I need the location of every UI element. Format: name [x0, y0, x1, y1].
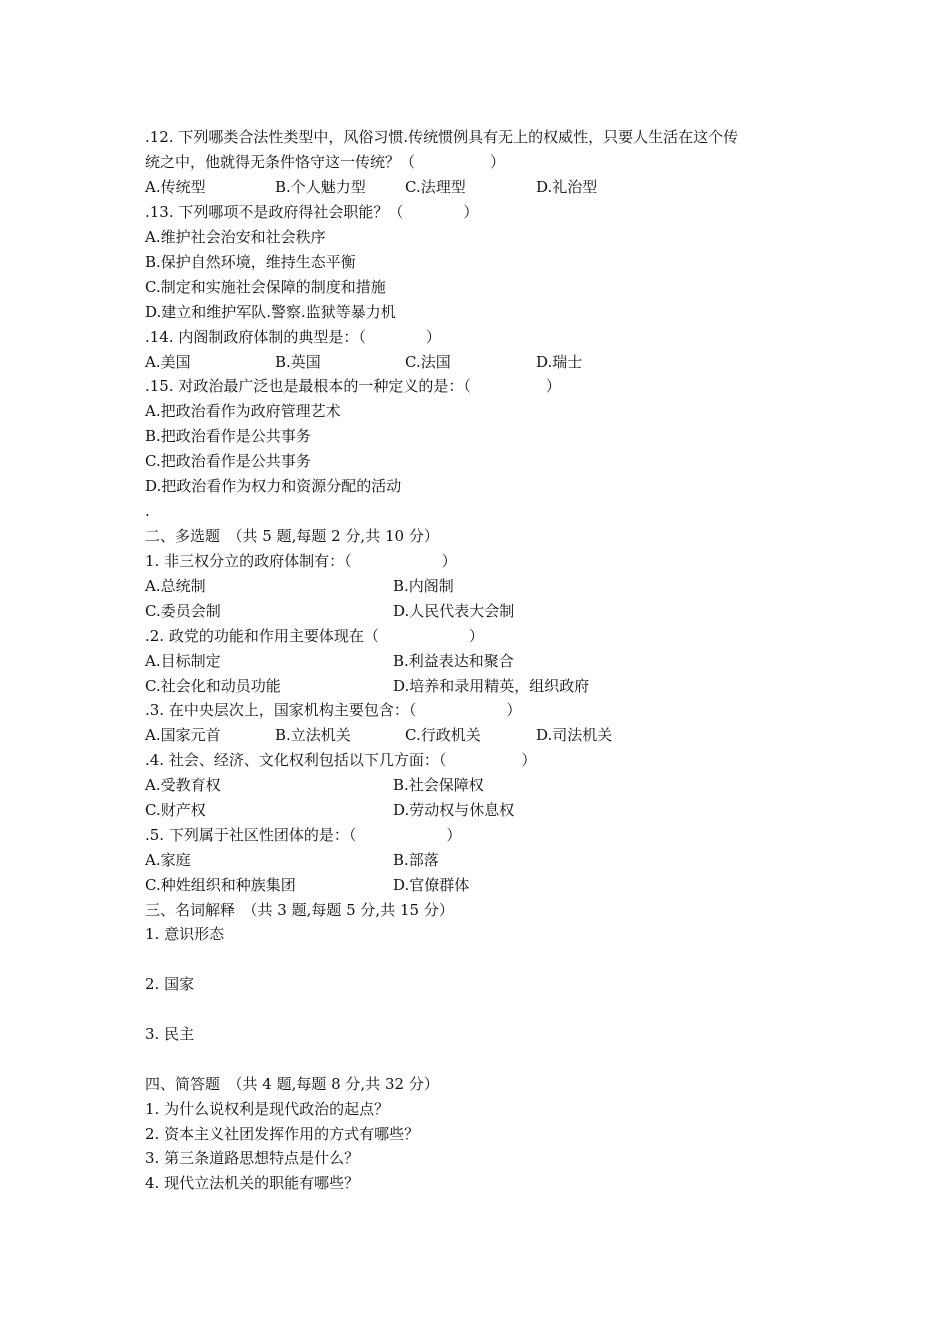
- option-b: B.社会保障权: [393, 776, 484, 794]
- option-d: D.司法机关: [536, 726, 613, 744]
- term-item: 2. 国家: [145, 975, 195, 993]
- option-b: B.部落: [393, 851, 439, 869]
- option-a: A.维护社会治安和社会秩序: [145, 228, 326, 246]
- question-stem: .5. 下列属于社区性团体的是：（ ）: [145, 826, 462, 844]
- option-c: C.把政治看作是公共事务: [145, 452, 311, 470]
- question-stem: 1. 非三权分立的政府体制有：（ ）: [145, 552, 457, 570]
- option-c: C.委员会制: [145, 602, 221, 620]
- option-b: B.立法机关: [275, 726, 351, 744]
- question-stem: .3. 在中央层次上，国家机构主要包含：（ ）: [145, 701, 522, 719]
- option-a: A.受教育权: [145, 776, 221, 794]
- short-answer-item: 1. 为什么说权利是现代政治的起点？: [145, 1100, 390, 1118]
- question-stem: .15. 对政治最广泛也是最根本的一种定义的是：（ ）: [145, 377, 561, 395]
- option-d: D.礼治型: [536, 178, 598, 196]
- question-stem: .12. 下列哪类合法性类型中，风俗习惯.传统惯例具有无上的权威性，只要人生活在这个传: [145, 128, 739, 146]
- option-b: B.个人魅力型: [275, 178, 366, 196]
- option-c: C.制定和实施社会保障的制度和措施: [145, 278, 386, 296]
- option-b: B.保护自然环境，维持生态平衡: [145, 253, 356, 271]
- option-b: B.把政治看作是公共事务: [145, 427, 311, 445]
- option-d: D.把政治看作为权力和资源分配的活动: [145, 477, 402, 495]
- option-c: C.法国: [405, 353, 451, 371]
- option-c: C.种姓组织和种族集团: [145, 876, 296, 894]
- option-b: B.内阁制: [393, 577, 454, 595]
- option-a: A.美国: [145, 353, 191, 371]
- option-d: D.官僚群体: [393, 876, 470, 894]
- option-c: C.社会化和动员功能: [145, 677, 281, 695]
- option-d: D.建立和维护军队.警察.监狱等暴力机: [145, 303, 396, 321]
- short-answer-item: 2. 资本主义社团发挥作用的方式有哪些？: [145, 1125, 420, 1143]
- question-stem: 统之中，他就得无条件恪守这一传统？（ ）: [145, 153, 506, 171]
- option-a: A.传统型: [145, 178, 206, 196]
- option-a: A.把政治看作为政府管理艺术: [145, 402, 341, 420]
- option-c: C.法理型: [405, 178, 466, 196]
- section-heading: 二、多选题 （共 5 题,每题 2 分,共 10 分）: [145, 527, 439, 545]
- option-a: A.家庭: [145, 851, 191, 869]
- option-c: C.财产权: [145, 801, 206, 819]
- question-stem: .2. 政党的功能和作用主要体现在（ ）: [145, 627, 484, 645]
- term-item: 3. 民主: [145, 1025, 195, 1043]
- option-d: D.劳动权与休息权: [393, 801, 515, 819]
- question-stem: .14. 内阁制政府体制的典型是：（ ）: [145, 328, 441, 346]
- question-stem: .4. 社会、经济、文化权利包括以下几方面：（ ）: [145, 751, 537, 769]
- option-d: D.瑞士: [536, 353, 583, 371]
- term-item: 1. 意识形态: [145, 925, 225, 943]
- option-a: A.总统制: [145, 577, 206, 595]
- short-answer-item: 3. 第三条道路思想特点是什么？: [145, 1149, 360, 1167]
- option-d: D.培养和录用精英，组织政府: [393, 677, 590, 695]
- option-a: A.国家元首: [145, 726, 221, 744]
- question-stem: .13. 下列哪项不是政府得社会职能？（ ）: [145, 203, 479, 221]
- option-b: B.利益表达和聚合: [393, 652, 514, 670]
- short-answer-item: 4. 现代立法机关的职能有哪些？: [145, 1174, 360, 1192]
- section-heading: 三、名词解释 （共 3 题,每题 5 分,共 15 分）: [145, 901, 454, 919]
- option-a: A.目标制定: [145, 652, 221, 670]
- option-c: C.行政机关: [405, 726, 481, 744]
- stray-dot: .: [145, 502, 150, 520]
- option-b: B.英国: [275, 353, 321, 371]
- option-d: D.人民代表大会制: [393, 602, 515, 620]
- section-heading: 四、简答题 （共 4 题,每题 8 分,共 32 分）: [145, 1075, 439, 1093]
